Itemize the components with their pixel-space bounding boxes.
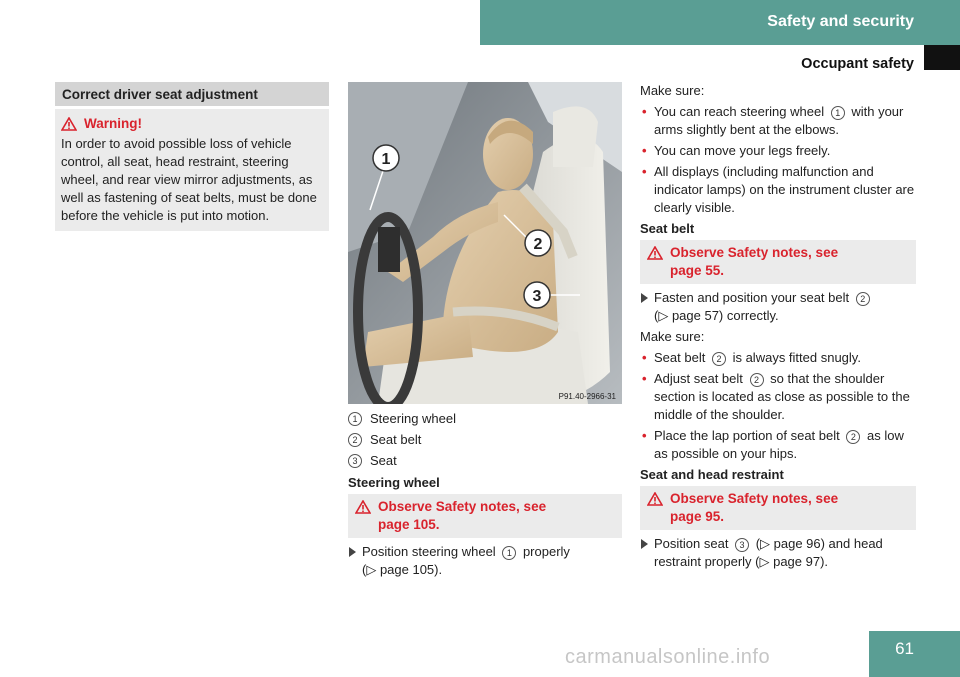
page-number: 61 <box>895 639 914 658</box>
warning-text: In order to avoid possible loss of vehicle control, all seat, head restraint, steering wheel, and rear view mirror adjustments, as well as fastening of seat belts, must be done before the vehicle is put into motion. <box>61 136 317 223</box>
callout-3 <box>524 282 550 308</box>
bullet-item: • Place the lap portion of seat belt 2 as low as possible on your hips. <box>642 428 904 461</box>
seatbelt-note-box <box>640 240 916 284</box>
legend-item <box>348 408 622 429</box>
step-arrow-icon <box>349 547 356 557</box>
bullet-item: • You can reach steering wheel 1 with your arms slightly bent at the elbows. <box>642 104 904 137</box>
page-reference-link[interactable]: (▷ page 57) correctly. <box>654 308 779 323</box>
svg-text:1: 1 <box>381 151 391 168</box>
bullet-dot-icon: • <box>642 428 647 443</box>
bullet-dot-icon: • <box>642 164 647 179</box>
warning-icon <box>61 117 77 131</box>
middle-column <box>348 82 622 579</box>
seat-heading: Seat and head restraint <box>640 467 784 482</box>
bullet-item: • All displays (including malfunction and indicator lamps) on the instrument cluster are clearly visible. <box>642 164 915 215</box>
callout-2 <box>525 230 551 256</box>
bullet-dot-icon: • <box>642 371 647 386</box>
header-marker <box>924 45 960 70</box>
warning-label: Warning! <box>84 116 142 131</box>
subsection-title: Occupant safety <box>801 56 914 72</box>
make-sure-label: Make sure: <box>640 329 705 344</box>
bullet-dot-icon: • <box>642 104 647 119</box>
warning-icon <box>355 500 371 514</box>
warning-heading <box>61 115 322 133</box>
legend-item <box>348 450 622 471</box>
legend-label: Seat <box>370 452 397 468</box>
bullet-item: • Seat belt 2 is always fitted snugly. <box>642 350 861 365</box>
step-arrow-icon <box>641 539 648 549</box>
seat-note-link[interactable]: Observe Safety notes, see page 95. <box>670 491 839 524</box>
seatbelt-heading: Seat belt <box>640 221 695 236</box>
seatbelt-note-link[interactable]: Observe Safety notes, see page 55. <box>670 245 839 278</box>
step-arrow-icon <box>641 293 648 303</box>
warning-box <box>55 109 329 231</box>
steering-note-box <box>348 494 622 538</box>
legend-number: 1 <box>348 412 362 426</box>
bullet-item: • You can move your legs freely. <box>642 143 831 158</box>
warning-icon <box>647 246 663 260</box>
warning-icon <box>647 492 663 506</box>
page-reference-link[interactable]: (▷ page 96) and head restraint properly (▷ page 97). <box>654 536 883 569</box>
watermark: carmanualsonline.info <box>565 646 771 668</box>
svg-text:3: 3 <box>532 288 542 305</box>
svg-text:2: 2 <box>533 236 543 253</box>
bullet-item: • Adjust seat belt 2 so that the shoulder section is located as close as possible to the middle of the shoulder. <box>642 371 910 422</box>
steering-heading: Steering wheel <box>348 475 440 490</box>
steering-note-link[interactable]: Observe Safety notes, see page 105. <box>378 499 547 532</box>
make-sure-label: Make sure: <box>640 83 705 98</box>
legend-label: Steering wheel <box>370 410 456 426</box>
steering-step: Position steering wheel 1 properly (▷ page 105). <box>348 543 622 579</box>
callout-1 <box>373 145 399 171</box>
page-reference-link[interactable]: (▷ page 105). <box>362 562 443 577</box>
seatbelt-step: Fasten and position your seat belt 2 (▷ page 57) correctly. <box>640 289 916 325</box>
legend-label: Seat belt <box>370 431 422 447</box>
seat-step: Position seat 3 (▷ page 96) and head restraint properly (▷ page 97). <box>640 535 916 571</box>
legend-item <box>348 429 622 450</box>
seat-illustration-graphic <box>348 82 622 404</box>
legend <box>348 408 622 471</box>
legend-number: 3 <box>348 454 362 468</box>
bullet-dot-icon: • <box>642 143 647 158</box>
seat-note-box <box>640 486 916 530</box>
right-column <box>640 82 916 571</box>
section-title: Safety and security <box>767 13 914 30</box>
image-code: P91.40-2966-31 <box>558 392 616 401</box>
section-heading: Correct driver seat adjustment <box>55 82 329 106</box>
left-column <box>55 82 329 231</box>
driver-seat-illustration <box>348 82 622 404</box>
page-number-box <box>869 631 960 677</box>
legend-number: 2 <box>348 433 362 447</box>
bullet-dot-icon: • <box>642 350 647 365</box>
